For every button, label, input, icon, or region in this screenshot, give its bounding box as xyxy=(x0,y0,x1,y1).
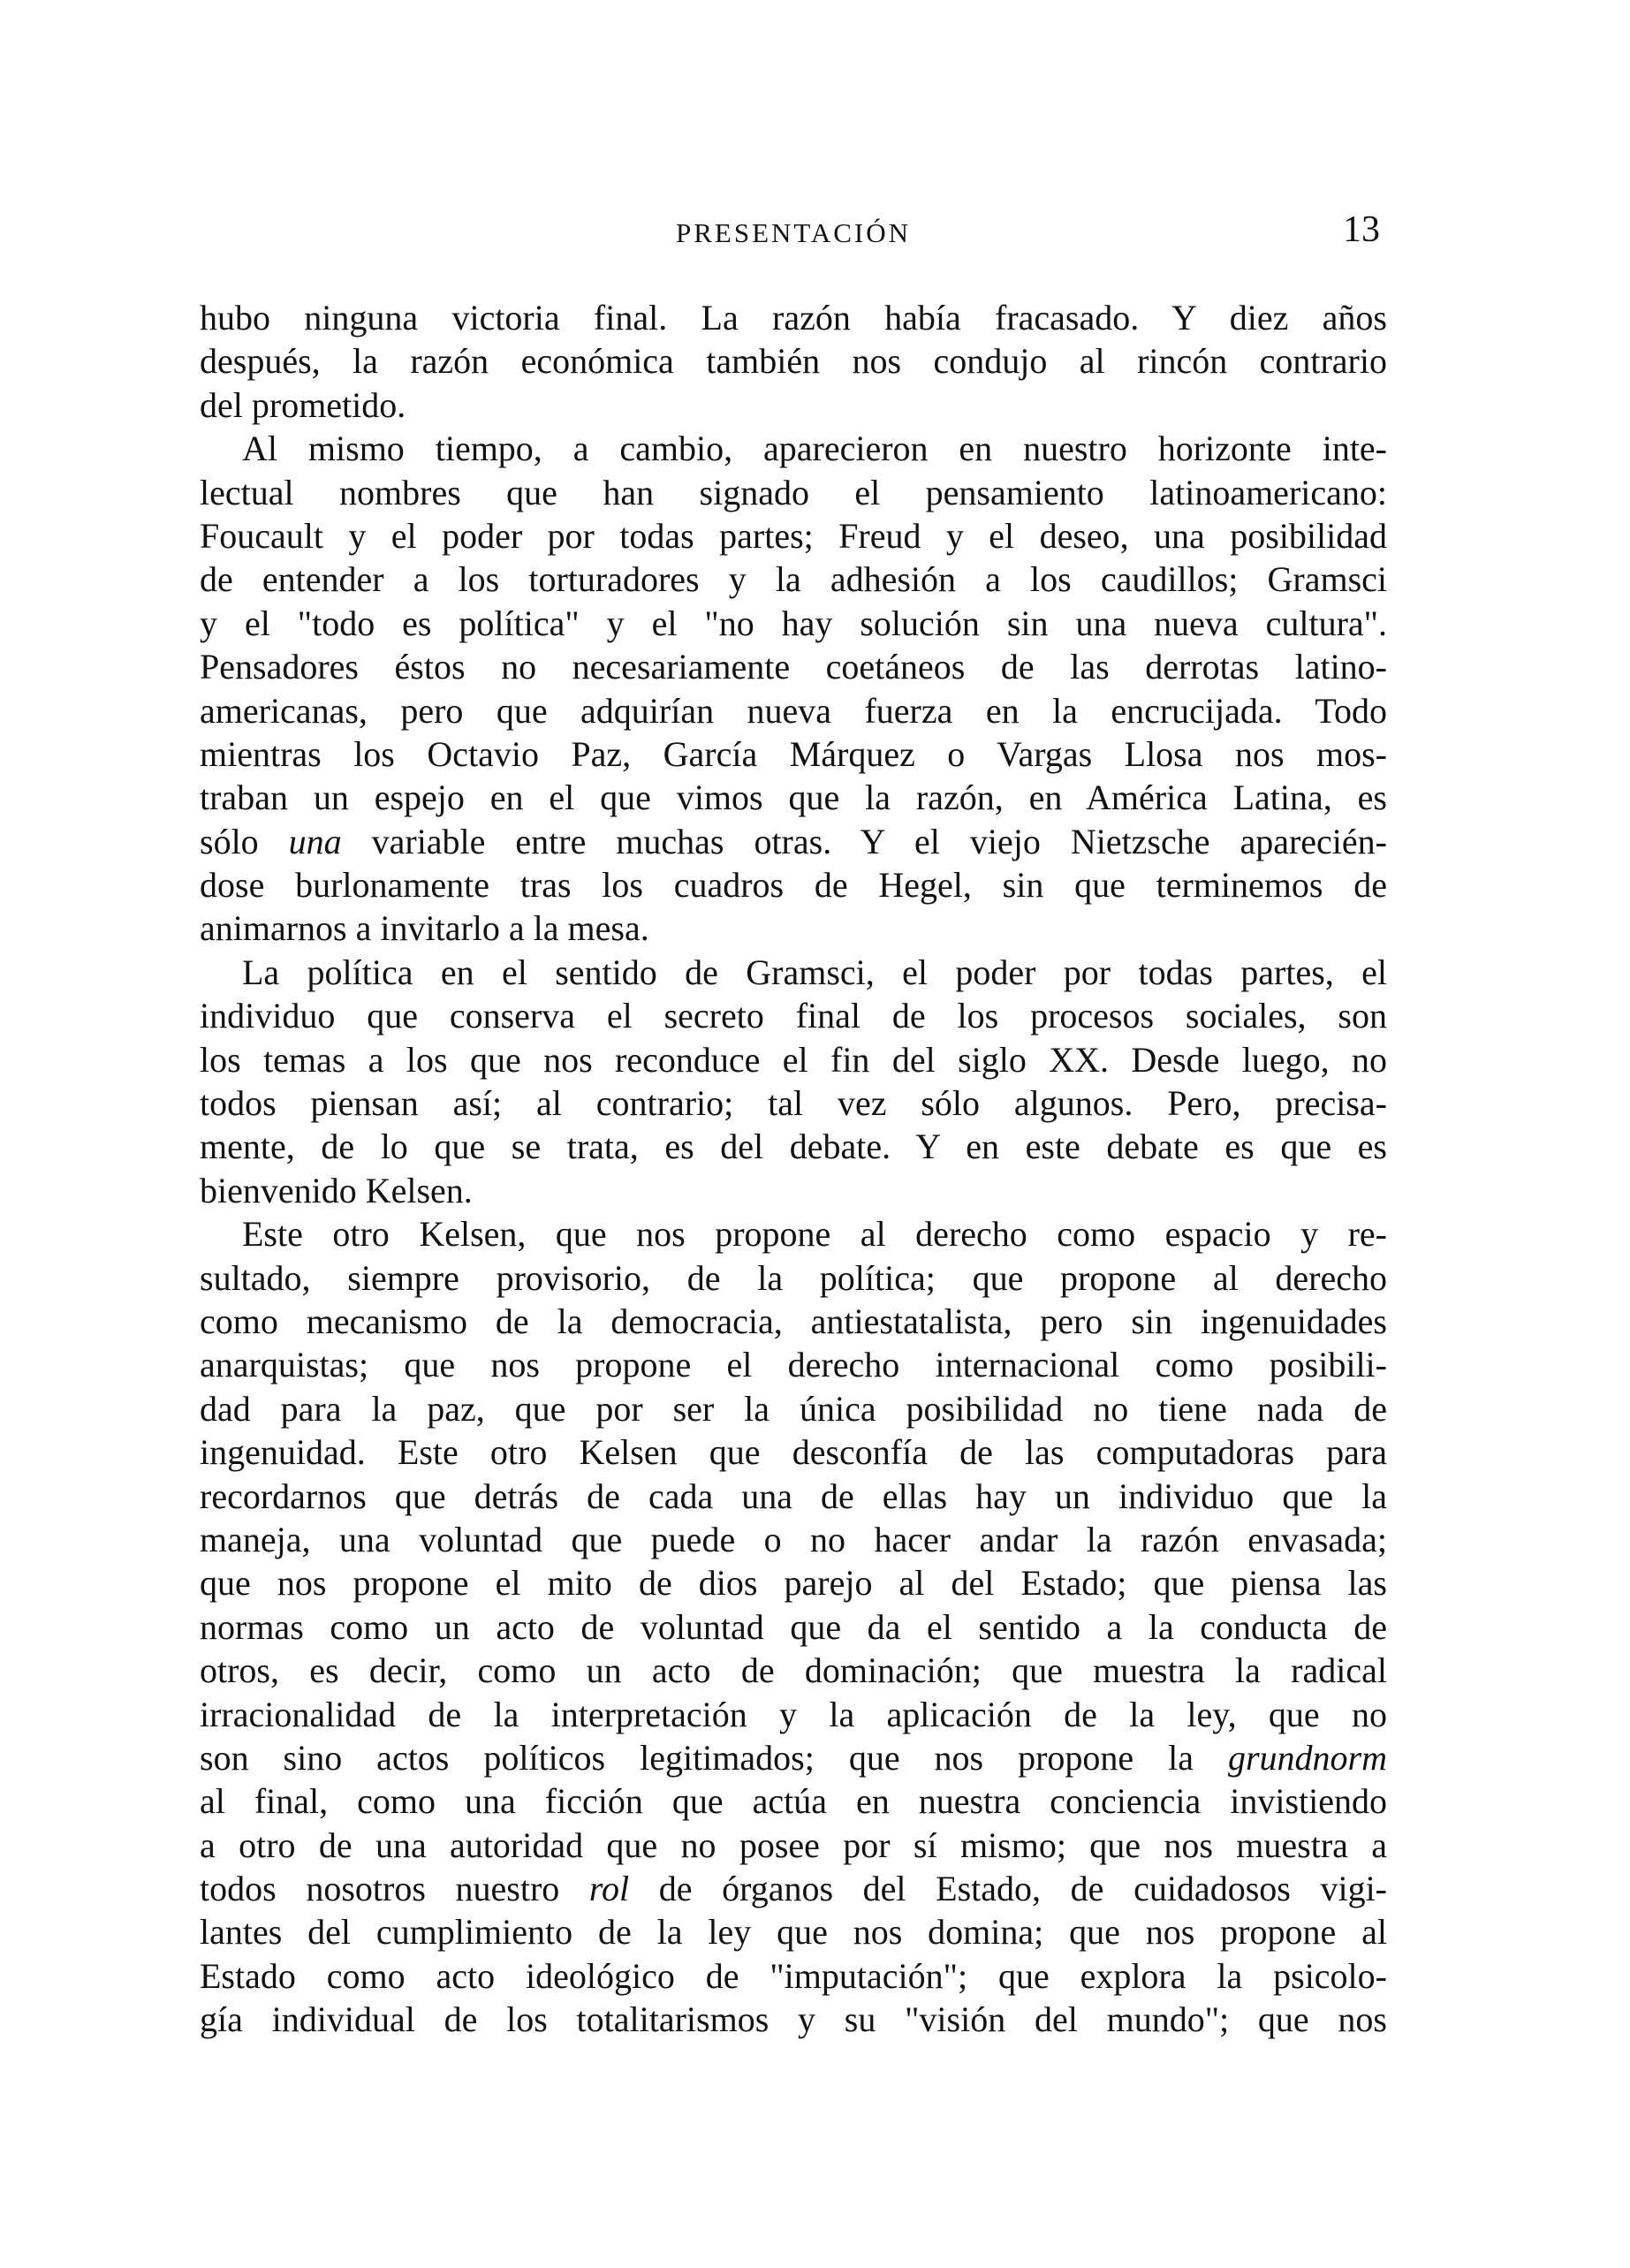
text-line: al final, como una ficción que actúa en nuestra conciencia invistiendo xyxy=(200,1781,1387,1822)
text-line: del prometido. xyxy=(200,384,406,425)
text-line: dad para la paz, que por ser la única posibilidad no tiene nada de xyxy=(200,1388,1387,1429)
text-line: mientras los Octavio Paz, García Márquez o Vargas Llosa nos mos- xyxy=(200,733,1387,774)
text-line: que nos propone el mito de dios parejo al del Estado; que piensa las xyxy=(200,1563,1387,1604)
text-line: gía individual de los totalitarismos y su "visión del mundo"; que nos xyxy=(200,1999,1387,2040)
text-line: los temas a los que nos reconduce el fin del siglo XX. Desde luego, no xyxy=(200,1039,1387,1080)
text-line: maneja, una voluntad que puede o no hacer andar la razón envasada; xyxy=(200,1519,1387,1559)
italic-term: rol xyxy=(588,1869,630,1909)
text-line: individuo que conserva el secreto final de los procesos sociales, son xyxy=(200,996,1387,1036)
text-line: después, la razón económica también nos condujo al rincón contrario xyxy=(200,341,1387,382)
text-run: variable entre muchas otras. Y el viejo Nietzsche aparecién- xyxy=(341,821,1387,861)
text-line: sultado, siempre provisorio, de la política; que propone al derecho xyxy=(200,1257,1387,1298)
text-line: como mecanismo de la democracia, antiestatalista, pero sin ingenuidades xyxy=(200,1301,1387,1341)
text-line: americanas, pero que adquirían nueva fuerza en la encrucijada. Todo xyxy=(200,690,1387,731)
text-line: Este otro Kelsen, que nos propone al derecho como espacio y re- xyxy=(242,1214,1387,1255)
text-line: a otro de una autoridad que no posee por sí mismo; que nos muestra a xyxy=(200,1824,1387,1865)
text-line: ingenuidad. Este otro Kelsen que desconfía de las computadoras para xyxy=(200,1432,1387,1473)
text-line xyxy=(200,1867,1387,1910)
text-line: Pensadores éstos no necesariamente coetáneos de las derrotas latino- xyxy=(200,647,1387,687)
text-line: irracionalidad de la interpretación y la aplicación de la ley, que no xyxy=(200,1694,1387,1734)
text-run: sólo xyxy=(200,821,289,861)
text-run: todos nosotros nuestro xyxy=(200,1869,589,1909)
text-line xyxy=(200,820,1387,863)
text-line: Al mismo tiempo, a cambio, aparecieron en nuestro horizonte inte- xyxy=(242,429,1387,469)
text-line: La política en el sentido de Gramsci, el poder por todas partes, el xyxy=(242,952,1387,992)
italic-term: una xyxy=(288,821,342,861)
text-run: de órganos del Estado, de cuidadosos vigi- xyxy=(629,1869,1387,1909)
body-text xyxy=(200,296,1387,2042)
running-head: PRESENTACIÓN xyxy=(675,217,912,248)
text-line: otros, es decir, como un acto de dominación; que muestra la radical xyxy=(200,1650,1387,1691)
text-line: animarnos a invitarlo a la mesa. xyxy=(200,908,649,949)
text-line: traban un espejo en el que vimos que la razón, en América Latina, es xyxy=(200,777,1387,818)
text-line xyxy=(200,1736,1387,1779)
text-run: son sino actos políticos legitimados; que nos propone la xyxy=(200,1737,1228,1778)
text-line: todos piensan así; al contrario; tal vez sólo algunos. Pero, precisa- xyxy=(200,1083,1387,1124)
text-line: hubo ninguna victoria final. La razón había fracasado. Y diez años xyxy=(200,298,1387,338)
text-line: anarquistas; que nos propone el derecho internacional como posibili- xyxy=(200,1345,1387,1385)
text-line: lectual nombres que han signado el pensamiento latinoamericano: xyxy=(200,472,1387,512)
text-line: Foucault y el poder por todas partes; Freud y el deseo, una posibilidad xyxy=(200,515,1387,556)
page-number: 13 xyxy=(1343,209,1380,250)
text-line: y el "todo es política" y el "no hay solución sin una nueva cultura". xyxy=(200,603,1387,643)
text-line: lantes del cumplimiento de la ley que nos domina; que nos propone al xyxy=(200,1912,1387,1953)
text-line: Estado como acto ideológico de "imputación"; que explora la psicolo- xyxy=(200,1955,1387,1996)
text-line: de entender a los torturadores y la adhesión a los caudillos; Gramsci xyxy=(200,559,1387,600)
text-line: mente, de lo que se trata, es del debate. Y en este debate es que es xyxy=(200,1126,1387,1167)
text-line: bienvenido Kelsen. xyxy=(200,1170,473,1210)
page-header xyxy=(200,209,1387,262)
text-line: normas como un acto de voluntad que da el sentido a la conducta de xyxy=(200,1606,1387,1647)
text-line: recordarnos que detrás de cada una de ellas hay un individuo que la xyxy=(200,1475,1387,1516)
text-line: dose burlonamente tras los cuadros de Hegel, sin que terminemos de xyxy=(200,865,1387,906)
italic-term: grundnorm xyxy=(1227,1737,1387,1778)
